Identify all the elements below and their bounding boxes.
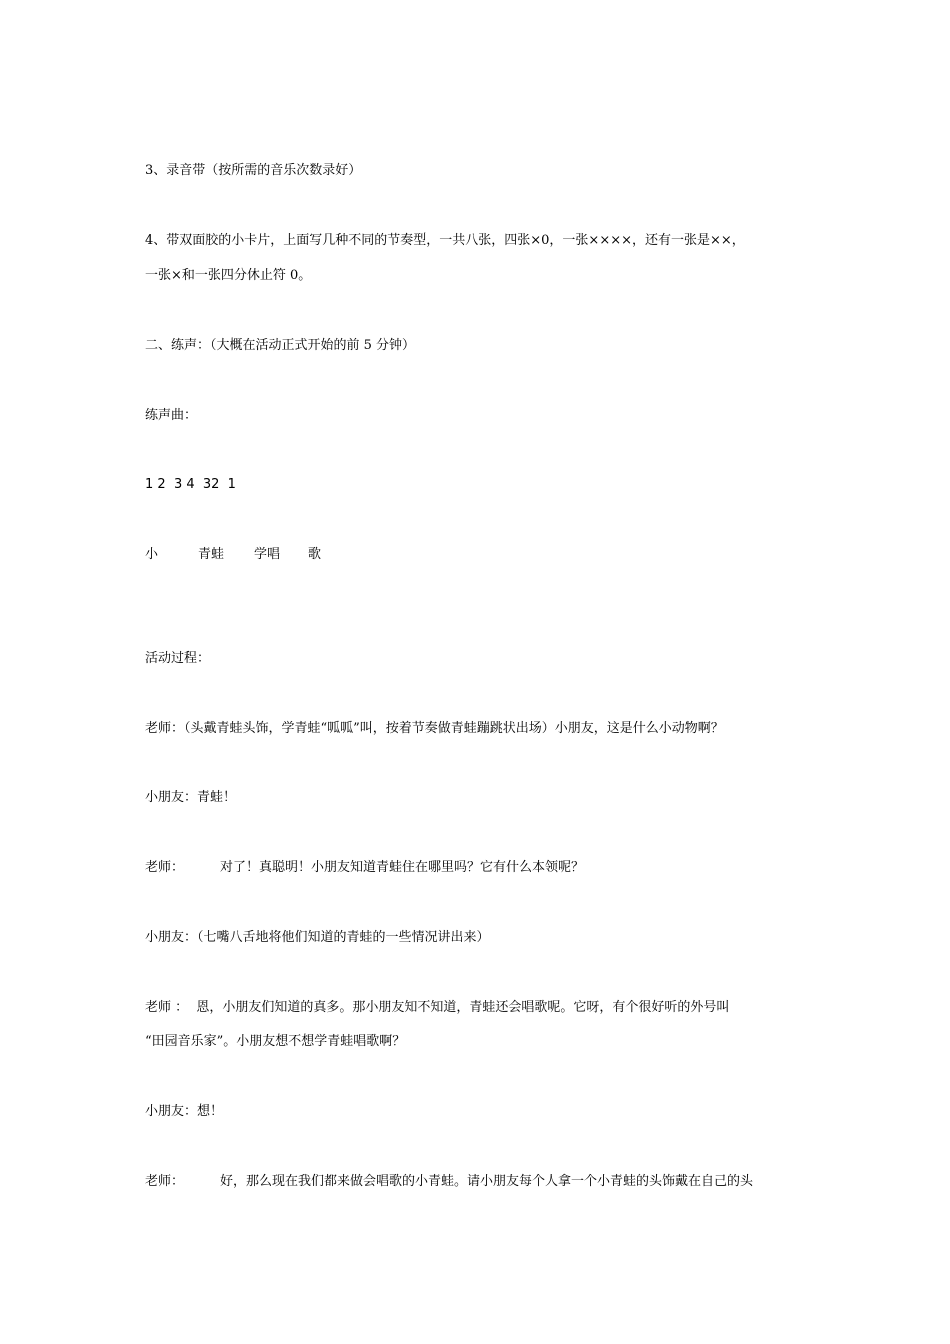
speaker-label: 老师： (145, 860, 185, 875)
section-2-title: 二、练声：（大概在活动正式开始的前 5 分钟） (145, 338, 416, 353)
lyrics-line (145, 547, 321, 563)
dialogue-text: （头戴青蛙头饰，学青蛙“呱呱”叫，按着节奏做青蛙蹦跳状出场）小朋友，这是什么小动物啊？ (184, 721, 724, 736)
notation-line: 1 2 3 4 32 1 (145, 477, 236, 492)
dialogue-teacher-3-line2: “田园音乐家”。小朋友想不想学青蛙唱歌啊？ (145, 1034, 406, 1049)
lyric-word: 小 (145, 547, 159, 562)
dialogue-teacher-3-line1: 老师 ： 恩，小朋友们知道的真多。那小朋友知不知道，青蛙还会唱歌呢。它呀，有个很好听的外号叫 (145, 1000, 730, 1015)
dialogue-teacher-1 (145, 721, 724, 737)
process-title: 活动过程： (145, 651, 211, 666)
dialogue-text: 对了！真聪明！小朋友知道青蛙住在哪里吗？它有什么本领呢？ (220, 860, 585, 875)
speaker-label: 老师： (145, 1174, 185, 1189)
lyric-word: 歌 (308, 547, 322, 562)
dialogue-children-1: 小朋友：青蛙！ (145, 790, 237, 805)
item-4-rhythm-cards-line2: 一张×和一张四分休止符 0。 (145, 268, 312, 283)
dialogue-text: 好，那么现在我们都来做会唱歌的小青蛙。请小朋友每个人拿一个小青蛙的头饰戴在自己的头 (220, 1174, 754, 1189)
dialogue-teacher-2 (145, 860, 584, 876)
dialogue-teacher-4 (145, 1174, 753, 1190)
speaker-label: 老师： (145, 721, 185, 736)
item-3-recording-tape: 3、录音带（按所需的音乐次数录好） (145, 163, 362, 178)
dialogue-children-3: 小朋友：想！ (145, 1104, 224, 1119)
lyric-word: 学唱 (254, 547, 281, 562)
vocal-exercise-label: 练声曲： (145, 408, 198, 423)
item-4-rhythm-cards-line1: 4、带双面胶的小卡片，上面写几种不同的节奏型，一共八张，四张×0，一张××××，还有一张是××， (145, 233, 745, 248)
lyric-word: 青蛙 (198, 547, 225, 562)
dialogue-children-2: 小朋友：（七嘴八舌地将他们知道的青蛙的一些情况讲出来） (145, 930, 490, 945)
